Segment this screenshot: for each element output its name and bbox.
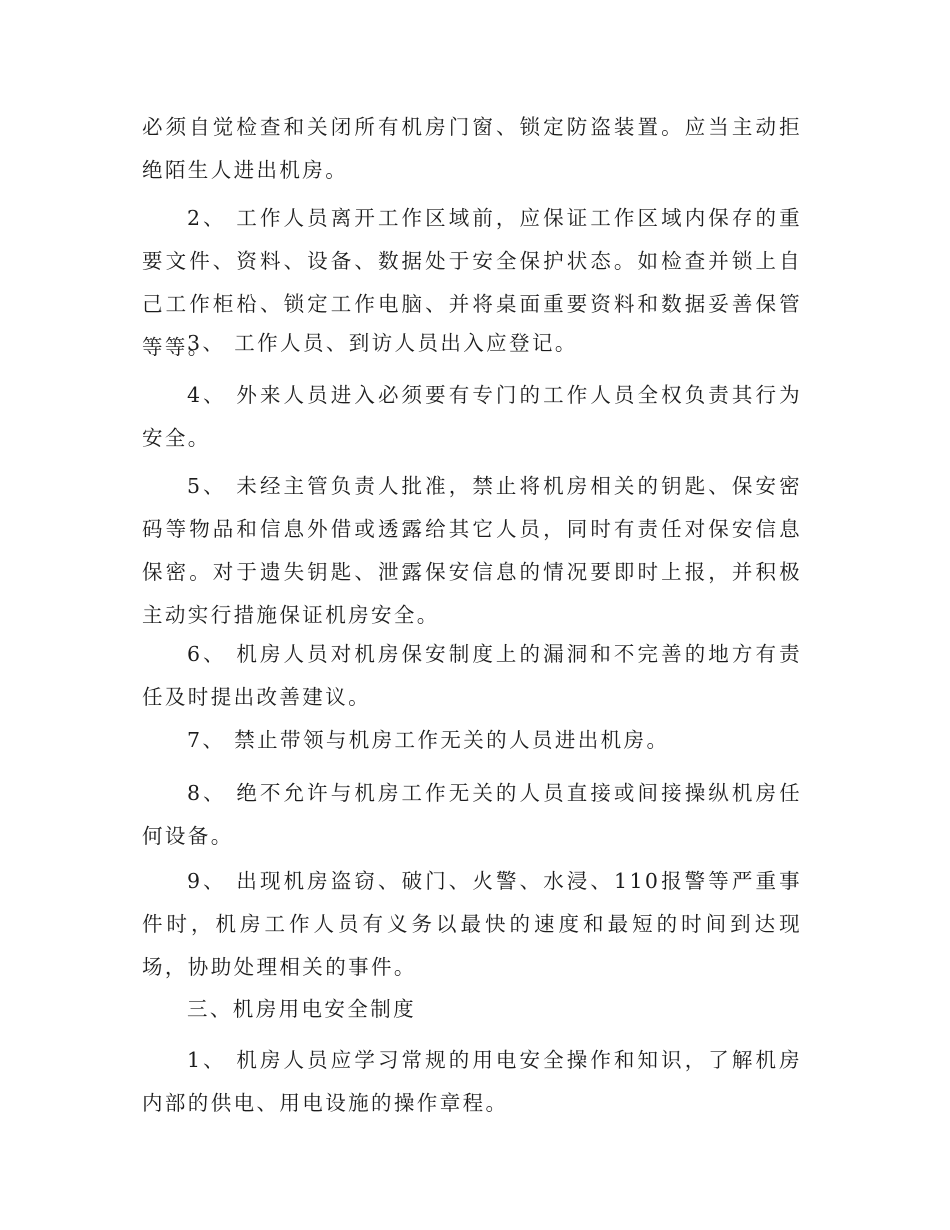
paragraph-item-5: 5、 未经主管负责人批准，禁止将机房相关的钥匙、保安密码等物品和信息外借或透露给其它人员，同时有责任对保安信息保密。对于遗失钥匙、泄露保安信息的情况要即时上报，并积极主动实行措施保证机房安全。 [142,474,802,627]
section-heading: 三、机房用电安全制度 [187,997,416,1021]
paragraph-item-9: 9、 出现机房盗窃、破门、火警、水浸、110报警等严重事件时，机房工作人员有义务以最快的速度和最短的时间到达现场，协助处理相关的事件。 [142,869,802,979]
paragraph-item-7: 7、 禁止带领与机房工作无关的人员进出机房。 [187,728,670,752]
paragraph-item-2: 2、 工作人员离开工作区域前，应保证工作区域内保存的重要文件、资料、设备、数据处于安全保护状态。如检查并锁上自己工作柜柗、锁定工作电脑、并将桌面重要资料和数据妥善保管等等。 [142,206,802,359]
paragraph-item-4: 4、 外来人员进入必须要有专门的工作人员全权负责其行为安全。 [142,383,802,450]
paragraph-item-6: 6、 机房人员对机房保安制度上的漏洞和不完善的地方有责任及时提出改善建议。 [142,642,802,709]
paragraph-section3-item-1: 1、 机房人员应学习常规的用电安全操作和知识，了解机房内部的供电、用电设施的操作章程。 [142,1048,802,1115]
paragraph-item-8: 8、 绝不允许与机房工作无关的人员直接或间接操纵机房任何设备。 [142,781,802,848]
paragraph-continuation: 必须自觉检查和关闭所有机房门窗、锁定防盗装置。应当主动拒绝陌生人进出机房。 [142,115,802,182]
paragraph-item-3: 3、 工作人员、到访人员出入应登记。 [187,331,578,355]
